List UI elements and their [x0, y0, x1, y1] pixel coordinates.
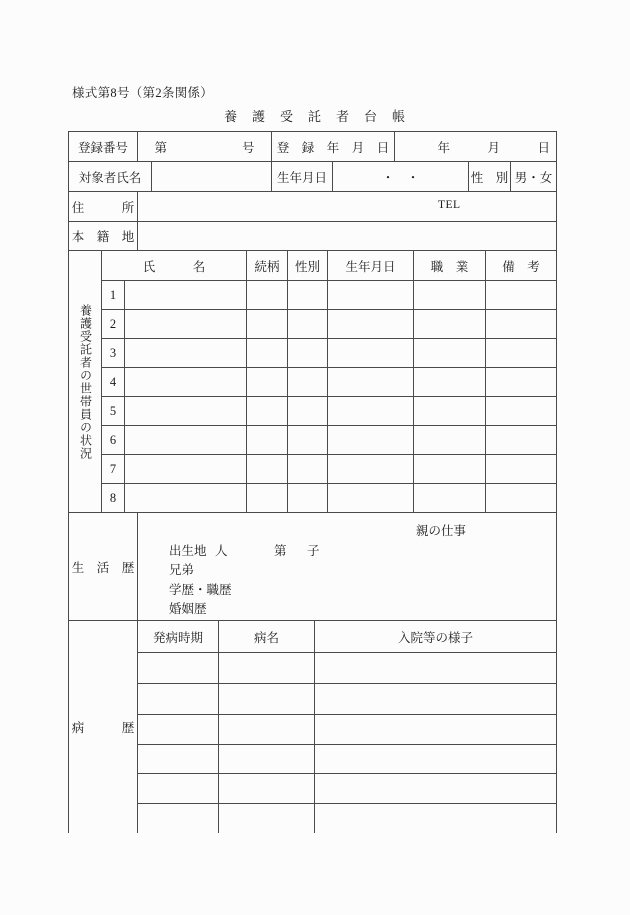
household-name-cell — [125, 484, 247, 513]
siblings-unit-label: 人 — [215, 543, 228, 558]
address-label: 住 所 — [69, 192, 138, 222]
domicile-field — [138, 222, 557, 251]
medical-col-hospitalization: 入院等の様子 — [315, 621, 557, 653]
household-row-7 — [102, 455, 557, 484]
registration-date-field: 年 月 日 — [395, 132, 557, 162]
household-relation-cell — [247, 426, 288, 455]
medical-disease-cell — [219, 745, 315, 774]
birthplace-label: 出生地 — [169, 543, 207, 558]
subject-birthdate-label: 生年月日 — [272, 162, 333, 192]
household-col-note: 備 考 — [486, 251, 557, 281]
medical-row-1 — [138, 653, 557, 684]
tel-label: TEL — [438, 199, 461, 211]
address-row — [69, 192, 557, 222]
household-row-number: 3 — [102, 339, 125, 368]
household-row-2 — [102, 310, 557, 339]
medical-disease-cell — [219, 774, 315, 804]
household-note-cell — [486, 484, 557, 513]
life-history-line-later — [144, 600, 556, 620]
household-row-number: 6 — [102, 426, 125, 455]
household-note-cell — [486, 339, 557, 368]
birth-order-suffix: 子 — [307, 543, 320, 558]
household-birthdate-cell — [328, 281, 414, 310]
household-relation-cell — [247, 310, 288, 339]
medical-row-4 — [138, 745, 557, 774]
subject-birthdate-field: ・ ・ — [333, 162, 469, 192]
medical-hospitalization-cell — [315, 653, 557, 684]
household-row-number: 5 — [102, 397, 125, 426]
household-note-cell — [486, 455, 557, 484]
household-note-cell — [486, 368, 557, 397]
medical-onset-cell — [138, 745, 219, 774]
household-col-sex: 性別 — [288, 251, 328, 281]
household-row-number: 1 — [102, 281, 125, 310]
form-table — [68, 131, 557, 833]
medical-hospitalization-cell — [315, 745, 557, 774]
medical-row-2 — [138, 684, 557, 715]
registration-date-label: 登 録 年 月 日 — [272, 132, 395, 162]
life-history-line-marriage — [144, 581, 556, 616]
life-history-label: 生 活 歴 — [69, 513, 138, 621]
household-occupation-cell — [414, 368, 486, 397]
household-relation-cell — [247, 368, 288, 397]
registration-number-field: 第 号 — [138, 132, 272, 162]
parent-job-label: 親の仕事 — [416, 524, 467, 538]
household-col-birthdate: 生年月日 — [328, 251, 414, 281]
medical-onset-cell — [138, 684, 219, 715]
medical-col-disease: 病名 — [219, 621, 315, 653]
household-col-relation: 続柄 — [247, 251, 288, 281]
page-title: 養 護 受 託 者 台 帳 — [223, 109, 406, 124]
subject-row — [69, 162, 557, 192]
household-relation-cell — [247, 484, 288, 513]
marriage-label: 婚姻歴 — [169, 602, 207, 616]
household-occupation-cell — [414, 455, 486, 484]
medical-disease-cell — [219, 715, 315, 745]
household-occupation-cell — [414, 484, 486, 513]
medical-onset-cell — [138, 804, 219, 833]
household-name-cell — [125, 426, 247, 455]
household-name-cell — [125, 455, 247, 484]
household-sex-cell — [288, 310, 328, 339]
household-sex-cell — [288, 484, 328, 513]
household-sex-cell — [288, 455, 328, 484]
medical-onset-cell — [138, 774, 219, 804]
household-name-cell — [125, 281, 247, 310]
subject-sex-label: 性 別 — [469, 162, 511, 192]
household-sex-cell — [288, 397, 328, 426]
medical-hospitalization-cell — [315, 715, 557, 745]
registration-number-label: 登録番号 — [69, 132, 138, 162]
household-col-name: 氏 名 — [102, 251, 247, 281]
medical-history-section — [69, 621, 557, 833]
life-history-section — [69, 513, 557, 621]
household-birthdate-cell — [328, 397, 414, 426]
household-col-occupation: 職 業 — [414, 251, 486, 281]
address-field — [138, 192, 557, 222]
household-note-cell — [486, 310, 557, 339]
household-sex-cell — [288, 339, 328, 368]
household-note-cell — [486, 281, 557, 310]
domicile-label: 本 籍 地 — [69, 222, 138, 251]
household-birthdate-cell — [328, 368, 414, 397]
household-row-number: 4 — [102, 368, 125, 397]
household-name-cell — [125, 339, 247, 368]
education-label: 学歴・職歴 — [169, 582, 232, 597]
medical-history-label: 病 歴 — [69, 621, 138, 833]
household-occupation-cell — [414, 310, 486, 339]
household-birthdate-cell — [328, 484, 414, 513]
medical-hospitalization-cell — [315, 804, 557, 833]
household-table — [102, 251, 557, 513]
life-history-content — [138, 513, 557, 621]
medical-row-6 — [138, 804, 557, 833]
subject-name-label: 対象者氏名 — [69, 162, 152, 192]
household-relation-cell — [247, 397, 288, 426]
medical-disease-cell — [219, 653, 315, 684]
household-occupation-cell — [414, 426, 486, 455]
medical-header-row — [138, 621, 557, 653]
household-row-4 — [102, 368, 557, 397]
household-section — [69, 251, 557, 513]
domicile-row — [69, 222, 557, 251]
medical-hospitalization-cell — [315, 684, 557, 715]
household-relation-cell — [247, 455, 288, 484]
household-row-3 — [102, 339, 557, 368]
medical-row-3 — [138, 715, 557, 745]
household-sex-cell — [288, 368, 328, 397]
life-history-line-birthplace — [144, 522, 556, 558]
household-sex-cell — [288, 426, 328, 455]
medical-onset-cell — [138, 715, 219, 745]
medical-row-5 — [138, 774, 557, 804]
household-occupation-cell — [414, 339, 486, 368]
household-row-number: 7 — [102, 455, 125, 484]
subject-sex-field: 男・女 — [511, 162, 557, 192]
household-occupation-cell — [414, 397, 486, 426]
medical-hospitalization-cell — [315, 774, 557, 804]
household-birthdate-cell — [328, 426, 414, 455]
household-occupation-cell — [414, 281, 486, 310]
household-sex-cell — [288, 281, 328, 310]
household-name-cell — [125, 397, 247, 426]
household-name-cell — [125, 310, 247, 339]
household-section-label: 養護受託者の世帯員の状況 — [69, 251, 102, 513]
medical-disease-cell — [219, 804, 315, 833]
medical-history-table — [138, 621, 557, 833]
registration-row — [69, 132, 557, 162]
household-note-cell — [486, 397, 557, 426]
household-row-6 — [102, 426, 557, 455]
household-row-1 — [102, 281, 557, 310]
life-history-line-siblings — [144, 542, 556, 577]
siblings-label: 兄弟 — [169, 563, 195, 577]
household-row-number: 8 — [102, 484, 125, 513]
household-header-row — [102, 251, 557, 281]
form-number: 様式第8号（第2条関係） — [72, 86, 214, 100]
household-row-5 — [102, 397, 557, 426]
household-relation-cell — [247, 339, 288, 368]
household-relation-cell — [247, 281, 288, 310]
household-birthdate-cell — [328, 310, 414, 339]
birth-order-prefix: 第 — [274, 543, 287, 558]
household-birthdate-cell — [328, 455, 414, 484]
household-name-cell — [125, 368, 247, 397]
medical-col-onset: 発病時期 — [138, 621, 219, 653]
household-row-number: 2 — [102, 310, 125, 339]
household-row-8 — [102, 484, 557, 513]
life-history-line-education — [144, 561, 556, 597]
medical-disease-cell — [219, 684, 315, 715]
household-note-cell — [486, 426, 557, 455]
household-birthdate-cell — [328, 339, 414, 368]
medical-onset-cell — [138, 653, 219, 684]
subject-name-field — [152, 162, 272, 192]
